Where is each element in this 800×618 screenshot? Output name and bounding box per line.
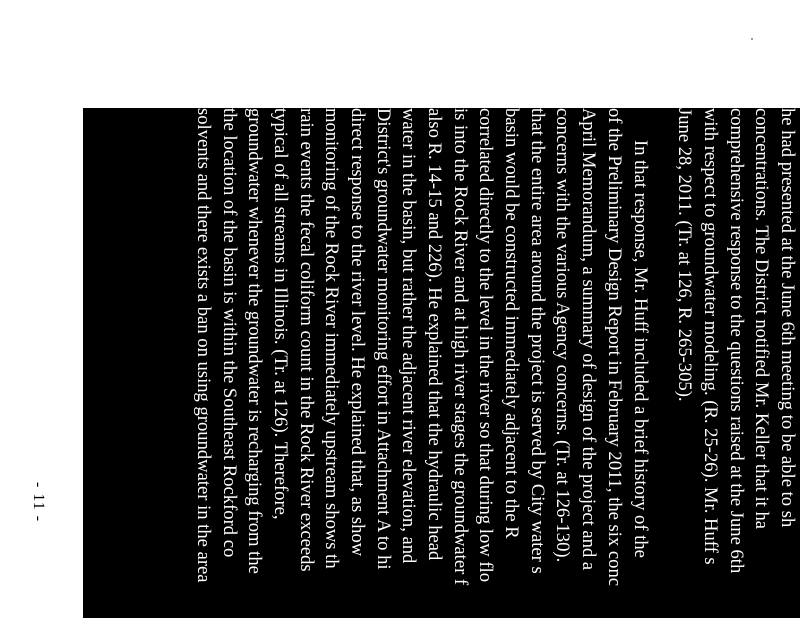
paragraph-gap (653, 108, 672, 618)
text-line: concerns with the various Agency concerns. (Tr. at 126-130). (552, 108, 574, 563)
text-line: monitoring of the Rock River immediately upstream shows th (321, 108, 343, 569)
inverted-text-panel (83, 108, 800, 618)
text-line: basin would be constructed immediately adjacent to the R (501, 108, 523, 539)
text-line: comprehensive response to the questions raised at the June 6th (725, 108, 747, 574)
text-line: concentrations. The District notified Mr. Keller that it ha (751, 108, 773, 530)
text-line: direct response to the river level. He explained that, as show (347, 108, 368, 557)
text-line: District's groundwater monitoring effort in Attachment A to hi (372, 108, 394, 570)
text-line: also R. 14-15 and 226). He explained that the hydraulic head (424, 108, 446, 561)
text-line: that the entire area around the project is served by City water s (526, 108, 548, 574)
text-line: April Memorandum, a summary of design of the project and a (578, 108, 600, 571)
text-line: with respect to groundwater modeling. (R. 25-26). Mr. Huff s (699, 108, 721, 565)
text-line-indented: In that response, Mr. Huff included a brief history of the (629, 140, 651, 558)
scan-speck (751, 38, 753, 40)
text-line: June 28, 2011. (Tr. at 126, R. 265-305). (674, 108, 696, 402)
text-line: water in the basin, but rather the adjacent river elevation, and (398, 108, 420, 564)
text-line: solvents and there exists a ban on using groundwater in the area (192, 108, 214, 583)
page-number: - 11 - (30, 482, 47, 523)
text-line: correlated directly to the level in the river so that during low flo (475, 108, 497, 582)
text-line: is into the Rock River and at high river stages the groundwater f (449, 108, 471, 586)
text-line: groundwater whenever the groundwater is recharging from the (244, 108, 266, 574)
body-text (190, 108, 800, 618)
text-line: he had presented at the June 6th meeting to be able to sh (777, 108, 798, 528)
text-line: the location of the basin is within the Southeast Rockford co (218, 108, 240, 558)
text-line: rain events the fecal coliform count in the Rock River exceeds (295, 108, 317, 572)
text-line: of the Preliminary Design Report in February 2011, the six conc (603, 108, 625, 586)
text-line: typical of all streams in Illinois. (Tr. at 126). Therefore, (269, 108, 291, 520)
